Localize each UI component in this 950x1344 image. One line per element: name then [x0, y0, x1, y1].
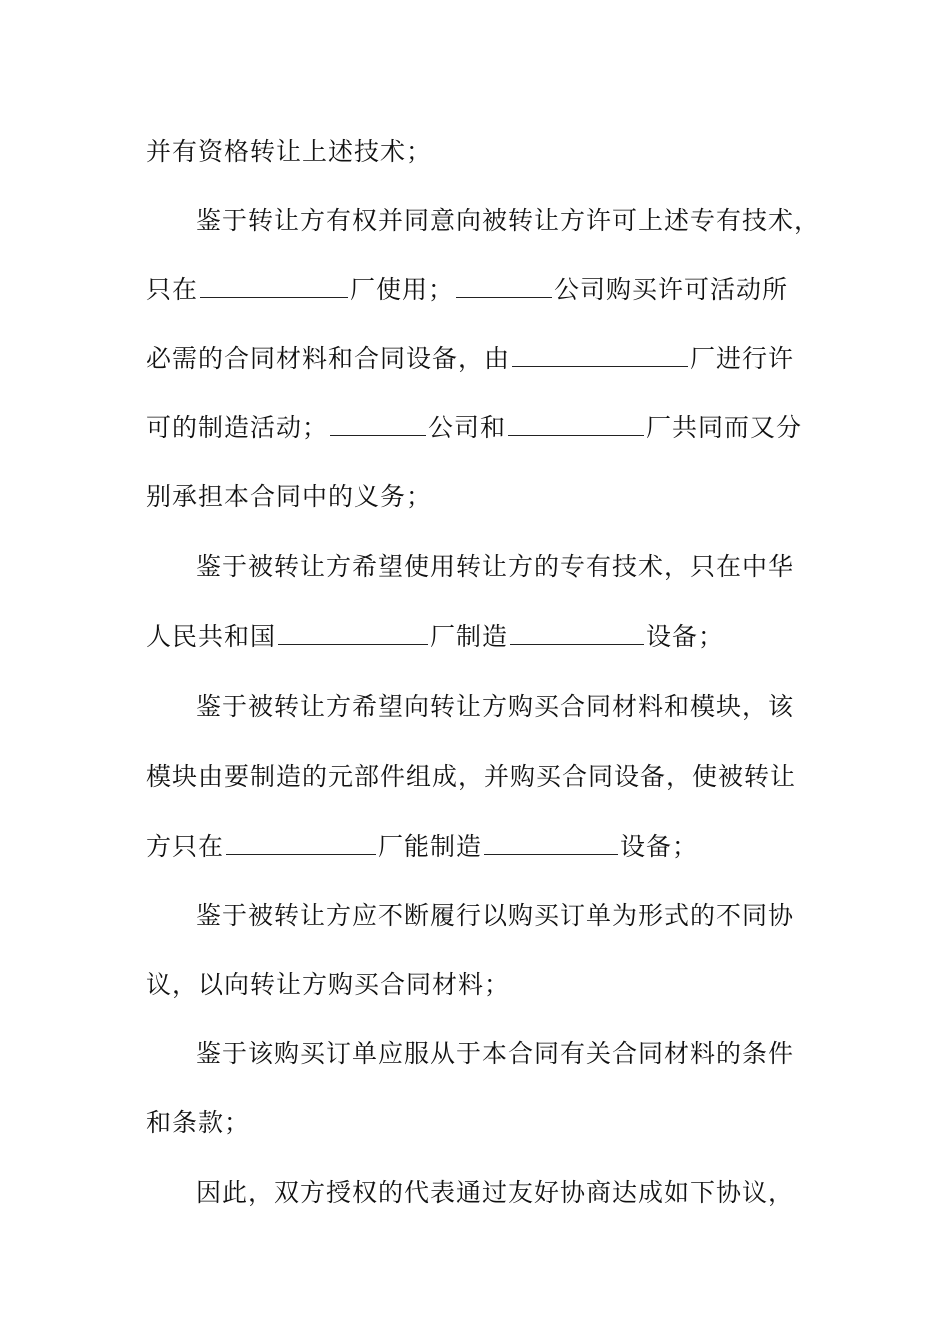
line-5-text-b: 公司和	[428, 413, 507, 442]
line-8-text-b: 厂制造	[430, 622, 509, 651]
factory-blank-4[interactable]	[278, 620, 428, 645]
paragraph-line-7: 鉴于被转让方希望使用转让方的专有技术，只在中华	[196, 552, 795, 581]
line-4-text-b: 厂进行许	[690, 344, 795, 373]
paragraph-line-10: 模块由要制造的元部件组成，并购买合同设备，使被转让	[146, 762, 797, 791]
line-11-text-a: 方只在	[146, 832, 225, 861]
paragraph-line-1: 并有资格转让上述技术；	[146, 137, 433, 166]
factory-blank-2[interactable]	[512, 342, 688, 367]
line-3-text-c: 公司购买许可活动所	[554, 275, 789, 304]
line-8-text-a: 人民共和国	[146, 622, 277, 651]
equipment-blank-2[interactable]	[484, 830, 618, 855]
equipment-blank-1[interactable]	[510, 620, 644, 645]
line-5-text-c: 厂共同而又分	[646, 413, 803, 442]
paragraph-line-8	[146, 620, 826, 654]
paragraph-line-2: 鉴于转让方有权并同意向被转让方许可上述专有技术，	[196, 206, 821, 235]
factory-blank-5[interactable]	[226, 830, 376, 855]
line-3-text-a: 只在	[146, 275, 199, 304]
paragraph-line-13: 议，以向转让方购买合同材料；	[146, 970, 511, 999]
company-blank-2[interactable]	[330, 411, 426, 436]
paragraph-line-14: 鉴于该购买订单应服从于本合同有关合同材料的条件	[196, 1039, 795, 1068]
paragraph-line-12: 鉴于被转让方应不断履行以购买订单为形式的不同协	[196, 901, 795, 930]
paragraph-line-6: 别承担本合同中的义务；	[146, 482, 433, 511]
paragraph-line-9: 鉴于被转让方希望向转让方购买合同材料和模块，该	[196, 692, 795, 721]
paragraph-line-4	[146, 342, 826, 376]
company-blank-1[interactable]	[456, 273, 552, 298]
line-11-text-b: 厂能制造	[378, 832, 483, 861]
line-4-text-a: 必需的合同材料和合同设备，由	[146, 344, 511, 373]
line-8-text-c: 设备；	[646, 622, 725, 651]
paragraph-line-16: 因此，双方授权的代表通过友好协商达成如下协议，	[196, 1178, 795, 1207]
line-3-text-b: 厂使用；	[350, 275, 455, 304]
paragraph-line-3	[146, 273, 826, 307]
paragraph-line-15: 和条款；	[146, 1108, 251, 1137]
paragraph-line-5	[146, 411, 826, 445]
paragraph-line-11	[146, 830, 826, 864]
factory-blank-3[interactable]	[508, 411, 644, 436]
line-11-text-c: 设备；	[620, 832, 699, 861]
factory-blank-1[interactable]	[200, 273, 348, 298]
line-5-text-a: 可的制造活动；	[146, 413, 329, 442]
